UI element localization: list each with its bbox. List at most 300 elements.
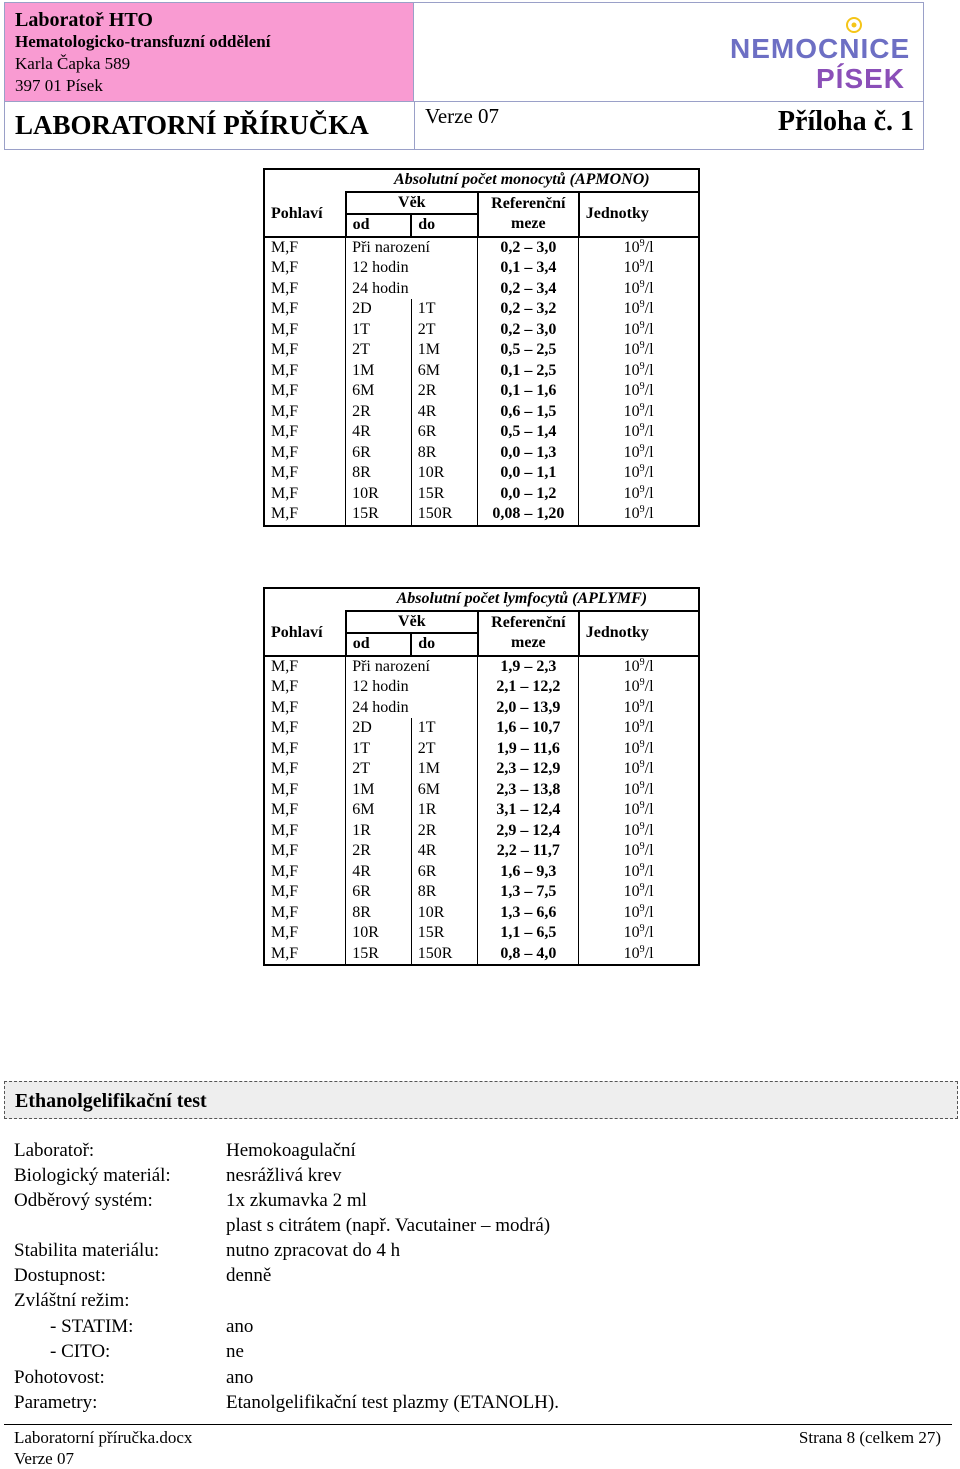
unit-base: 10 [623, 505, 640, 523]
unit-suffix: /l [644, 238, 654, 256]
cell-age-to: 2T [411, 320, 478, 341]
unit-suffix: /l [644, 924, 654, 942]
cell-unit [579, 739, 699, 760]
unit-exponent: 9 [639, 841, 645, 853]
unit-base: 10 [623, 657, 640, 675]
cell-age-to: 4R [411, 402, 478, 423]
unit-suffix: /l [644, 505, 654, 523]
unit-suffix: /l [644, 739, 654, 757]
unit-suffix: /l [644, 402, 654, 420]
unit-base: 10 [623, 341, 640, 359]
table-row [264, 279, 699, 300]
cell-unit [579, 882, 699, 903]
cell-sex: M,F [264, 780, 346, 801]
cell-sex: M,F [264, 422, 346, 443]
cell-reference-range: 3,1 – 12,4 [478, 800, 579, 821]
cell-sex: M,F [264, 237, 346, 259]
table-row [264, 718, 699, 739]
cell-unit [579, 422, 699, 443]
table-row [264, 258, 699, 279]
cell-reference-range: 2,9 – 12,4 [478, 821, 579, 842]
cell-reference-range: 1,3 – 7,5 [478, 882, 579, 903]
header-reference: Referenční meze [478, 192, 579, 237]
cell-sex: M,F [264, 821, 346, 842]
table-row [264, 923, 699, 944]
cell-sex: M,F [264, 402, 346, 423]
table-row [264, 340, 699, 361]
table-row [264, 862, 699, 883]
unit-exponent: 9 [639, 697, 645, 709]
cell-age-to: 6M [411, 780, 478, 801]
logo-line-1: NEMOCNICE [730, 33, 911, 64]
cell-reference-range: 2,2 – 11,7 [478, 841, 579, 862]
unit-suffix: /l [644, 698, 654, 716]
cell-sex: M,F [264, 841, 346, 862]
cell-reference-range: 0,8 – 4,0 [478, 944, 579, 966]
cell-reference-range: 2,0 – 13,9 [478, 698, 579, 719]
cell-age-from: 1R [346, 821, 412, 842]
info-label: - CITO: [50, 1341, 111, 1362]
table-row [264, 656, 699, 678]
cell-sex: M,F [264, 698, 346, 719]
unit-exponent: 9 [639, 381, 645, 393]
cell-age-from: 2D [346, 299, 412, 320]
table-row [264, 504, 699, 526]
unit-base: 10 [623, 484, 640, 502]
unit-exponent: 9 [639, 738, 645, 750]
cell-age-to: 8R [411, 882, 478, 903]
cell-age-from: 2T [346, 759, 412, 780]
unit-suffix: /l [644, 842, 654, 860]
unit-exponent: 9 [639, 882, 645, 894]
cell-age-to: 6R [411, 422, 478, 443]
unit-base: 10 [623, 862, 640, 880]
cell-reference-range: 0,0 – 1,1 [478, 463, 579, 484]
cell-reference-range: 1,1 – 6,5 [478, 923, 579, 944]
unit-suffix: /l [644, 279, 654, 297]
cell-age-from: 1M [346, 780, 412, 801]
cell-sex: M,F [264, 944, 346, 966]
cell-sex: M,F [264, 677, 346, 698]
unit-suffix: /l [644, 484, 654, 502]
cell-age-to: 2R [411, 381, 478, 402]
cell-unit [579, 443, 699, 464]
header-reference: Referenční meze [478, 611, 579, 656]
unit-base: 10 [623, 842, 640, 860]
table-row [264, 821, 699, 842]
cell-sex: M,F [264, 381, 346, 402]
cell-unit [579, 759, 699, 780]
cell-age-from: 4R [346, 422, 412, 443]
cell-unit [579, 698, 699, 719]
cell-age-from: 2R [346, 841, 412, 862]
cell-reference-range: 0,2 – 3,0 [478, 237, 579, 259]
unit-suffix: /l [644, 361, 654, 379]
footer-version: Verze 07 [14, 1449, 74, 1468]
unit-base: 10 [623, 903, 640, 921]
unit-suffix: /l [644, 259, 654, 277]
unit-base: 10 [623, 382, 640, 400]
unit-suffix: /l [644, 341, 654, 359]
cell-age-from: 6R [346, 443, 412, 464]
table-row [264, 402, 699, 423]
logo-line-2: PÍSEK [816, 63, 906, 94]
unit-exponent: 9 [639, 237, 645, 249]
unit-exponent: 9 [639, 422, 645, 434]
unit-exponent: 9 [639, 483, 645, 495]
unit-exponent: 9 [639, 677, 645, 689]
city-address: 397 01 Písek [15, 76, 103, 95]
table-row [264, 237, 699, 259]
header-age: Věk [346, 611, 478, 634]
unit-suffix: /l [644, 464, 654, 482]
cell-age-from: 2D [346, 718, 412, 739]
cell-unit [579, 656, 699, 678]
cell-reference-range: 0,0 – 1,3 [478, 443, 579, 464]
unit-base: 10 [623, 924, 640, 942]
table-title-row [264, 588, 699, 611]
cell-age-from: 6M [346, 800, 412, 821]
unit-exponent: 9 [639, 923, 645, 935]
unit-base: 10 [623, 821, 640, 839]
cell-unit [579, 718, 699, 739]
unit-suffix: /l [644, 320, 654, 338]
cell-sex: M,F [264, 656, 346, 678]
cell-reference-range: 0,6 – 1,5 [478, 402, 579, 423]
document-version: Verze 07 [425, 104, 500, 128]
cell-age: Při narození [346, 656, 478, 678]
unit-suffix: /l [644, 657, 654, 675]
unit-base: 10 [623, 238, 640, 256]
cell-sex: M,F [264, 504, 346, 526]
unit-suffix: /l [644, 760, 654, 778]
cell-sex: M,F [264, 718, 346, 739]
cell-unit [579, 780, 699, 801]
cell-unit [579, 821, 699, 842]
unit-exponent: 9 [639, 360, 645, 372]
cell-sex: M,F [264, 862, 346, 883]
info-label: - STATIM: [50, 1316, 134, 1337]
unit-exponent: 9 [639, 718, 645, 730]
cell-age-from: 6R [346, 882, 412, 903]
header-from: od [346, 633, 412, 656]
unit-exponent: 9 [639, 278, 645, 290]
cell-age-to: 8R [411, 443, 478, 464]
table-row [264, 759, 699, 780]
footer-page-number: Strana 8 (celkem 27) [798, 1428, 941, 1447]
cell-sex: M,F [264, 443, 346, 464]
unit-base: 10 [623, 402, 640, 420]
cell-age-from: 4R [346, 862, 412, 883]
cell-sex: M,F [264, 903, 346, 924]
info-value: Etanolgelifikační test plazmy (ETANOLH). [226, 1392, 559, 1413]
cell-reference-range: 2,3 – 13,8 [478, 780, 579, 801]
cell-age-to: 1T [411, 299, 478, 320]
unit-base: 10 [623, 801, 640, 819]
info-label: Zvláštní režim: [14, 1290, 130, 1311]
cell-age-from: 1M [346, 361, 412, 382]
cell-unit [579, 677, 699, 698]
cell-reference-range: 0,5 – 1,4 [478, 422, 579, 443]
unit-base: 10 [623, 780, 640, 798]
cell-unit [579, 504, 699, 526]
info-label: Biologický materiál: [14, 1165, 171, 1186]
unit-base: 10 [623, 883, 640, 901]
footer-divider [4, 1424, 952, 1425]
table-row [264, 944, 699, 966]
cell-sex: M,F [264, 361, 346, 382]
cell-age-to: 2R [411, 821, 478, 842]
unit-suffix: /l [644, 944, 654, 962]
cell-sex: M,F [264, 258, 346, 279]
cell-unit [579, 800, 699, 821]
monocyte-reference-table [263, 168, 700, 527]
cell-age-from: 15R [346, 944, 412, 966]
unit-exponent: 9 [639, 258, 645, 270]
unit-exponent: 9 [639, 759, 645, 771]
cell-sex: M,F [264, 279, 346, 300]
cell-reference-range: 0,0 – 1,2 [478, 484, 579, 505]
cell-reference-range: 1,6 – 9,3 [478, 862, 579, 883]
cell-age-to: 6R [411, 862, 478, 883]
cell-unit [579, 841, 699, 862]
cell-sex: M,F [264, 463, 346, 484]
table-row [264, 882, 699, 903]
cell-sex: M,F [264, 299, 346, 320]
cell-age-from: 10R [346, 484, 412, 505]
unit-base: 10 [623, 423, 640, 441]
cell-unit [579, 463, 699, 484]
cell-age: 24 hodin [346, 279, 478, 300]
table-row [264, 381, 699, 402]
cell-reference-range: 1,9 – 11,6 [478, 739, 579, 760]
unit-base: 10 [623, 300, 640, 318]
cell-age-from: 8R [346, 903, 412, 924]
unit-exponent: 9 [639, 861, 645, 873]
unit-exponent: 9 [639, 779, 645, 791]
info-label: Dostupnost: [14, 1265, 106, 1286]
header-sex: Pohlaví [264, 611, 346, 656]
unit-base: 10 [623, 944, 640, 962]
section-header [4, 1081, 958, 1119]
info-value: ano [226, 1367, 254, 1388]
table-row [264, 361, 699, 382]
cell-reference-range: 0,1 – 2,5 [478, 361, 579, 382]
info-label: Pohotovost: [14, 1367, 105, 1388]
table-row [264, 800, 699, 821]
cell-reference-range: 1,3 – 6,6 [478, 903, 579, 924]
unit-suffix: /l [644, 801, 654, 819]
table-row [264, 739, 699, 760]
unit-exponent: 9 [639, 463, 645, 475]
cell-sex: M,F [264, 340, 346, 361]
cell-unit [579, 237, 699, 259]
table-title: Absolutní počet monocytů (APMONO) [346, 169, 699, 192]
cell-age-to: 1M [411, 759, 478, 780]
unit-suffix: /l [644, 382, 654, 400]
unit-suffix: /l [644, 443, 654, 461]
unit-exponent: 9 [639, 820, 645, 832]
lab-name: Laboratoř HTO [15, 9, 153, 31]
unit-exponent: 9 [639, 401, 645, 413]
unit-base: 10 [623, 719, 640, 737]
unit-suffix: /l [644, 780, 654, 798]
cell-age-from: 1T [346, 739, 412, 760]
info-label: Odběrový systém: [14, 1190, 153, 1211]
header-unit: Jednotky [579, 192, 699, 237]
cell-age-to: 10R [411, 903, 478, 924]
unit-suffix: /l [644, 821, 654, 839]
unit-exponent: 9 [639, 504, 645, 516]
cell-age-to: 1M [411, 340, 478, 361]
cell-reference-range: 0,2 – 3,0 [478, 320, 579, 341]
cell-reference-range: 0,1 – 3,4 [478, 258, 579, 279]
cell-age: 12 hodin [346, 258, 478, 279]
cell-age-to: 15R [411, 923, 478, 944]
unit-base: 10 [623, 464, 640, 482]
cell-age-to: 6M [411, 361, 478, 382]
unit-base: 10 [623, 760, 640, 778]
cell-age-to: 15R [411, 484, 478, 505]
cell-reference-range: 0,2 – 3,2 [478, 299, 579, 320]
info-label: Laboratoř: [14, 1140, 95, 1161]
unit-suffix: /l [644, 423, 654, 441]
unit-exponent: 9 [639, 299, 645, 311]
unit-suffix: /l [644, 883, 654, 901]
cell-unit [579, 402, 699, 423]
unit-base: 10 [623, 739, 640, 757]
info-value: 1x zkumavka 2 ml [226, 1190, 367, 1211]
table-row [264, 443, 699, 464]
cell-reference-range: 0,5 – 2,5 [478, 340, 579, 361]
table-row [264, 484, 699, 505]
cell-reference-range: 1,6 – 10,7 [478, 718, 579, 739]
cell-sex: M,F [264, 800, 346, 821]
info-value: nesrážlivá krev [226, 1165, 342, 1186]
cell-unit [579, 258, 699, 279]
cell-age-to: 1R [411, 800, 478, 821]
unit-base: 10 [623, 361, 640, 379]
unit-exponent: 9 [639, 943, 645, 955]
cell-sex: M,F [264, 320, 346, 341]
appendix-label: Příloha č. 1 [777, 106, 914, 137]
unit-base: 10 [623, 259, 640, 277]
table-row [264, 780, 699, 801]
street-address: Karla Čapka 589 [15, 54, 131, 73]
table-row [264, 903, 699, 924]
cell-age-to: 4R [411, 841, 478, 862]
cell-sex: M,F [264, 882, 346, 903]
cell-unit [579, 279, 699, 300]
unit-base: 10 [623, 320, 640, 338]
footer-filename: Laboratorní příručka.docx [14, 1428, 193, 1447]
header-age: Věk [346, 192, 478, 215]
unit-exponent: 9 [639, 656, 645, 668]
info-value: ne [226, 1341, 244, 1362]
table-row [264, 677, 699, 698]
cell-age-to: 10R [411, 463, 478, 484]
unit-suffix: /l [644, 903, 654, 921]
document-title: LABORATORNÍ PŘÍRUČKA [15, 110, 369, 140]
info-value: plast s citrátem (např. Vacutainer – modrá) [226, 1215, 551, 1236]
lab-address-block [5, 3, 414, 102]
table-header-row [264, 611, 699, 634]
header-to: do [411, 214, 478, 237]
cell-age-to: 150R [411, 944, 478, 966]
cell-age-to: 2T [411, 739, 478, 760]
cell-reference-range: 2,3 – 12,9 [478, 759, 579, 780]
cell-sex: M,F [264, 484, 346, 505]
unit-exponent: 9 [639, 800, 645, 812]
unit-suffix: /l [644, 300, 654, 318]
cell-unit [579, 299, 699, 320]
cell-reference-range: 0,1 – 1,6 [478, 381, 579, 402]
unit-base: 10 [623, 678, 640, 696]
cell-age-from: 8R [346, 463, 412, 484]
cell-sex: M,F [264, 739, 346, 760]
cell-age-from: 10R [346, 923, 412, 944]
table-row [264, 841, 699, 862]
header-unit: Jednotky [579, 611, 699, 656]
table-row [264, 320, 699, 341]
header-from: od [346, 214, 412, 237]
cell-sex: M,F [264, 923, 346, 944]
hospital-logo [414, 3, 923, 102]
cell-age-from: 6M [346, 381, 412, 402]
cell-age: 12 hodin [346, 677, 478, 698]
cell-unit [579, 340, 699, 361]
info-value: Hemokoagulační [226, 1140, 356, 1161]
unit-suffix: /l [644, 862, 654, 880]
cell-unit [579, 862, 699, 883]
cell-reference-range: 0,2 – 3,4 [478, 279, 579, 300]
lymphocyte-reference-table [263, 587, 700, 966]
info-value: denně [226, 1265, 272, 1286]
page-header [4, 2, 924, 150]
cell-reference-range: 0,08 – 1,20 [478, 504, 579, 526]
cell-age: 24 hodin [346, 698, 478, 719]
table-row [264, 463, 699, 484]
unit-exponent: 9 [639, 442, 645, 454]
cell-unit [579, 944, 699, 966]
table-title-row [264, 169, 699, 192]
info-label: Parametry: [14, 1392, 98, 1413]
cell-unit [579, 903, 699, 924]
table-row [264, 698, 699, 719]
unit-exponent: 9 [639, 340, 645, 352]
cell-unit [579, 381, 699, 402]
unit-base: 10 [623, 698, 640, 716]
cell-age-from: 1T [346, 320, 412, 341]
header-to: do [411, 633, 478, 656]
cell-unit [579, 361, 699, 382]
info-label: Stabilita materiálu: [14, 1240, 160, 1261]
cell-unit [579, 923, 699, 944]
unit-base: 10 [623, 443, 640, 461]
info-value: nutno zpracovat do 4 h [226, 1240, 401, 1261]
cell-sex: M,F [264, 759, 346, 780]
cell-age-from: 2R [346, 402, 412, 423]
cell-unit [579, 484, 699, 505]
unit-suffix: /l [644, 678, 654, 696]
table-row [264, 299, 699, 320]
cell-age-from: 15R [346, 504, 412, 526]
unit-exponent: 9 [639, 902, 645, 914]
table-title: Absolutní počet lymfocytů (APLYMF) [346, 588, 699, 611]
cell-age: Při narození [346, 237, 478, 259]
unit-suffix: /l [644, 719, 654, 737]
unit-exponent: 9 [639, 319, 645, 331]
